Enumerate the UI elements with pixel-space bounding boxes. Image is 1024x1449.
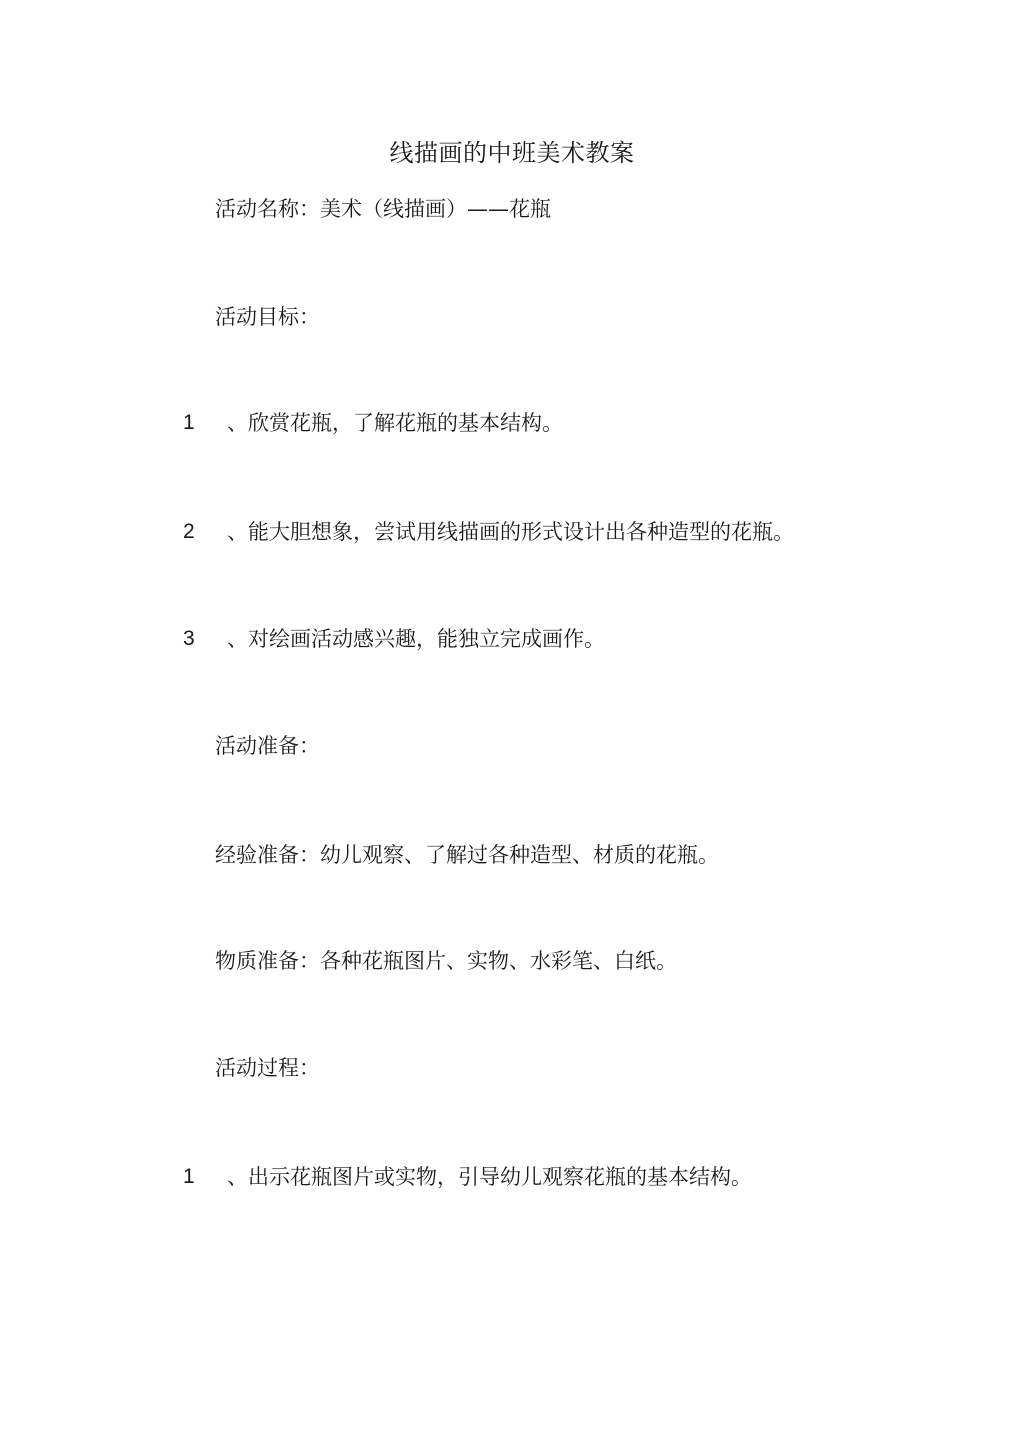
activity-name: 活动名称：美术（线描画）——花瓶 [215,197,551,221]
goal-text: 、能大胆想象，尝试用线描画的形式设计出各种造型的花瓶。 [227,520,794,544]
material-prep: 物质准备：各种花瓶图片、实物、水彩笔、白纸。 [215,949,677,973]
process-heading: 活动过程： [215,1056,320,1080]
prep-heading: 活动准备： [215,734,320,758]
document-title: 线描画的中班美术教案 [389,139,635,167]
goal-number: 3 [183,627,195,650]
goal-number: 2 [183,520,195,543]
experience-prep: 经验准备：幼儿观察、了解过各种造型、材质的花瓶。 [215,843,719,867]
process-text: 、出示花瓶图片或实物，引导幼儿观察花瓶的基本结构。 [227,1165,752,1189]
goals-heading: 活动目标： [215,305,320,329]
goal-text: 、欣赏花瓶，了解花瓶的基本结构。 [227,411,563,435]
goal-text: 、对绘画活动感兴趣，能独立完成画作。 [227,627,605,651]
goal-number: 1 [183,411,195,434]
process-number: 1 [183,1165,195,1188]
